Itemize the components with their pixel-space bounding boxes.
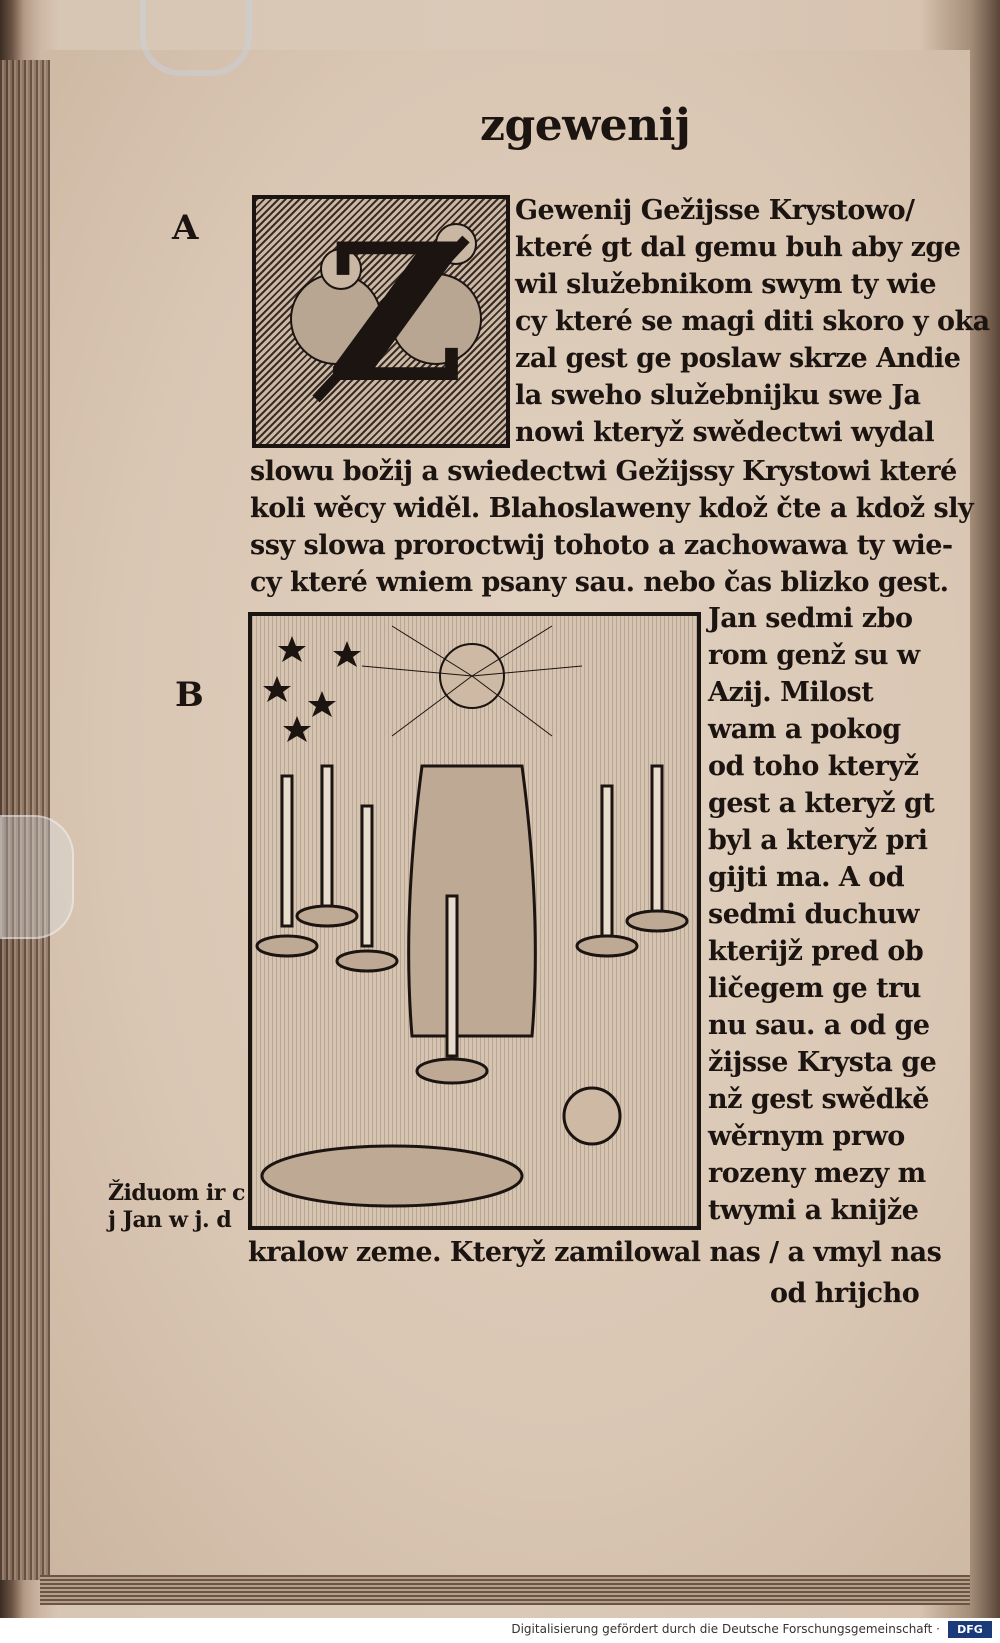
- initial-letter: Z: [326, 202, 465, 425]
- decorated-initial: [252, 195, 510, 448]
- text-line: slowu božij a swiedectwi Gežijssy Krystowi které: [250, 456, 957, 487]
- marginal-note: Židuom ir c: [108, 1180, 245, 1206]
- text-line: kterijž pred ob: [708, 936, 924, 967]
- text-line: la sweho služebnijku swe Ja: [515, 380, 921, 411]
- text-line: nu sau. a od ge: [708, 1010, 930, 1041]
- text-line: od hrijcho: [770, 1278, 920, 1309]
- margin-mark-a: A: [172, 208, 199, 248]
- text-line: nowi kteryž swědectwi wydal: [515, 417, 935, 448]
- text-line: cy které wniem psany sau. nebo čas blizko gest.: [250, 567, 949, 598]
- page-bottom-edges: [40, 1575, 970, 1605]
- text-line: Jan sedmi zbo: [708, 603, 913, 634]
- text-line: byl a kteryž pri: [708, 825, 928, 856]
- clip-left: [0, 815, 74, 939]
- text-line: koli wěcy widěl. Blahoslaweny kdož čte a kdož sly: [250, 493, 974, 524]
- woodcut-illustration: [248, 612, 701, 1230]
- text-line: sedmi duchuw: [708, 899, 919, 930]
- text-line: kralow zeme. Kteryž zamilowal nas / a vmyl nas: [248, 1237, 942, 1268]
- dfg-logo-icon: DFG: [948, 1621, 992, 1638]
- woodcut-scene-icon: [252, 616, 697, 1226]
- text-line: Gewenij Gežijsse Krystowo/: [515, 195, 915, 226]
- text-line: gest a kteryž gt: [708, 788, 935, 819]
- text-line: cy které se magi diti skoro y oka: [515, 306, 990, 337]
- footer-credit: Digitalisierung gefördert durch die Deutsche Forschungsgemeinschaft ·: [511, 1622, 940, 1636]
- margin-mark-b: B: [175, 675, 204, 715]
- text-line: ssy slowa proroctwij tohoto a zachowawa ty wie-: [250, 530, 953, 561]
- text-line: rozeny mezy m: [708, 1158, 926, 1189]
- clip-top: [140, 0, 252, 76]
- text-line: gijti ma. A od: [708, 862, 905, 893]
- text-line: žijsse Krysta ge: [708, 1047, 937, 1078]
- text-line: ličegem ge tru: [708, 973, 921, 1004]
- footer-bar: [0, 1618, 1000, 1643]
- text-line: wěrnym prwo: [708, 1121, 905, 1152]
- marginal-note: j Jan w j. d: [108, 1207, 232, 1233]
- text-line: rom genž su w: [708, 640, 920, 671]
- text-line: Azij. Milost: [708, 677, 874, 708]
- text-line: zal gest ge poslaw skrze Andie: [515, 343, 961, 374]
- text-line: wam a pokog: [708, 714, 901, 745]
- text-line: od toho kteryž: [708, 751, 919, 782]
- text-line: nž gest swědkě: [708, 1084, 929, 1115]
- text-line: twymi a knijže: [708, 1195, 919, 1226]
- text-line: které gt dal gemu buh aby zge: [515, 232, 961, 263]
- text-line: wil služebnikom swym ty wie: [515, 269, 937, 300]
- running-head: zgewenij: [480, 100, 691, 151]
